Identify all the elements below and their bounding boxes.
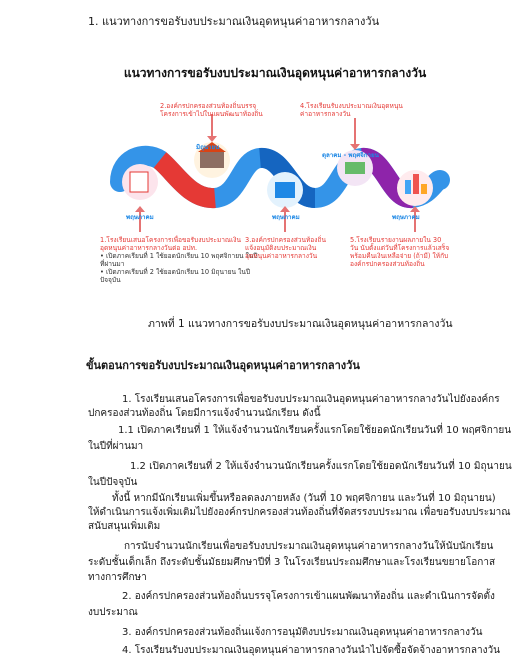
section-heading: 1. แนวทางการขอรับงบประมาณเงินอุดหนุนค่าอาหารกลางวัน — [88, 15, 380, 28]
paragraph-line: 2. องค์กรปกครองส่วนท้องถิ่นบรรจุโครงการเข้าแผนพัฒนาท้องถิ่น และดำเนินการจัดตั้ง — [122, 591, 495, 602]
paragraph-line: การนับจำนวนนักเรียนเพื่อขอรับงบประมาณเงินอุดหนุนค่าอาหารกลางวันให้นับนักเรียน — [124, 541, 494, 552]
step-3: 3.องค์กรปกครองส่วนท้องถิ่นแจ้งอนุมัติงบประมาณเงินอุดหนุนค่าอาหารกลางวัน — [245, 236, 326, 260]
paragraph-line: 4. โรงเรียนรับงบประมาณเงินอุดหนุนค่าอาหารกลางวันนำไปจัดซื้อจัดจ้างอาหารกลางวัน — [122, 645, 500, 656]
paragraph-line: ในปีที่ผ่านมา — [88, 441, 144, 452]
process-infographic — [100, 40, 450, 295]
step-5: 5.โรงเรียนรายงานผลภายใน 30 วัน นับตั้งแต่วันที่โครงการแล้วเสร็จพร้อมคืนเงินเหลือจ่าย (ถ้ามี) ให้กับองค์กรปกครองส่วนท้องถิ่น — [350, 236, 450, 268]
step-2: 2.องค์กรปกครองส่วนท้องถิ่นบรรจุโครงการเข้าไปในแผนพัฒนาท้องถิ่น — [160, 102, 263, 118]
paragraph-line: ทั้งนี้ หากมีนักเรียนเพิ่มขึ้นหรือลดลงภายหลัง (วันที่ 10 พฤศจิกายน และวันที่ 10 มิถุนายน) — [112, 493, 496, 504]
paragraph-line: 1. โรงเรียนเสนอโครงการเพื่อขอรับงบประมาณเงินอุดหนุนค่าอาหารกลางวันไปยังองค์กร — [122, 394, 500, 405]
paragraph-line: 3. องค์กรปกครองส่วนท้องถิ่นแจ้งการอนุมัติงบประมาณเงินอุดหนุนค่าอาหารกลางวัน — [122, 627, 483, 638]
paragraph-line: ปกครองส่วนท้องถิ่น โดยมีการแจ้งจำนวนนักเรียน ดังนี้ — [88, 408, 321, 419]
step-4: 4.โรงเรียนรับงบประมาณเงินอุดหนุนค่าอาหารกลางวัน — [300, 102, 403, 118]
paragraph-line: สนับสนุนเพิ่มเติม — [88, 521, 161, 532]
month-label: พฤษภาคม — [126, 214, 154, 221]
month-label: ตุลาคม - พฤศจิกายน — [322, 152, 379, 159]
paragraph-line: ให้ดำเนินการแจ้งเพิ่มเติมไปยังองค์กรปกครองส่วนท้องถิ่นที่จัดสรรงบประมาณ เพื่อขอรับงบประมาณ — [88, 507, 511, 518]
figure-caption: ภาพที่ 1 แนวทางการขอรับงบประมาณเงินอุดหนุนค่าอาหารกลางวัน — [148, 318, 453, 330]
paragraph-line: ในปีปัจจุบัน — [88, 477, 138, 488]
month-label: พฤษภาคม — [272, 214, 300, 221]
infographic-title: แนวทางการขอรับงบประมาณเงินอุดหนุนค่าอาหารกลางวัน — [123, 66, 427, 80]
paragraph-line: ระดับชั้นเด็กเล็ก ถึงระดับชั้นมัธยมศึกษาปีที่ 3 ในโรงเรียนประถมศึกษาและโรงเรียนขยายโอกาส — [88, 557, 496, 568]
month-label: พฤษภาคม — [392, 214, 420, 221]
paragraph-line: 1.1 เปิดภาคเรียนที่ 1 ให้แจ้งจำนวนนักเรียนครั้งแรกโดยใช้ยอดนักเรียนวันที่ 10 พฤศจิกายน — [118, 425, 512, 436]
section-title: ขั้นตอนการขอรับงบประมาณเงินอุดหนุนค่าอาหารกลางวัน — [86, 359, 360, 372]
paragraph-line: งบประมาณ — [88, 607, 138, 618]
step-1: 1.โรงเรียนเสนอโครงการเพื่อขอรับงบประมาณเงินอุดหนุนค่าอาหารกลางวันต่อ อปท. • เปิดภาคเรียนที่ 1 ใช้ยอดนักเรียน 10 พฤศจิกายน ในปีที่ผ่านมา • เปิดภาคเรียนที่ 2 ใช้ยอดนักเรียน 10 มิถุนายน ในปีปัจจุบัน — [100, 236, 258, 284]
paragraph-line: 1.2 เปิดภาคเรียนที่ 2 ให้แจ้งจำนวนนักเรียนครั้งแรกโดยใช้ยอดนักเรียนวันที่ 10 มิถุนายน — [130, 461, 512, 472]
month-label: มิถุนายน — [196, 144, 220, 151]
paragraph-line: ทางการศึกษา — [88, 572, 147, 583]
